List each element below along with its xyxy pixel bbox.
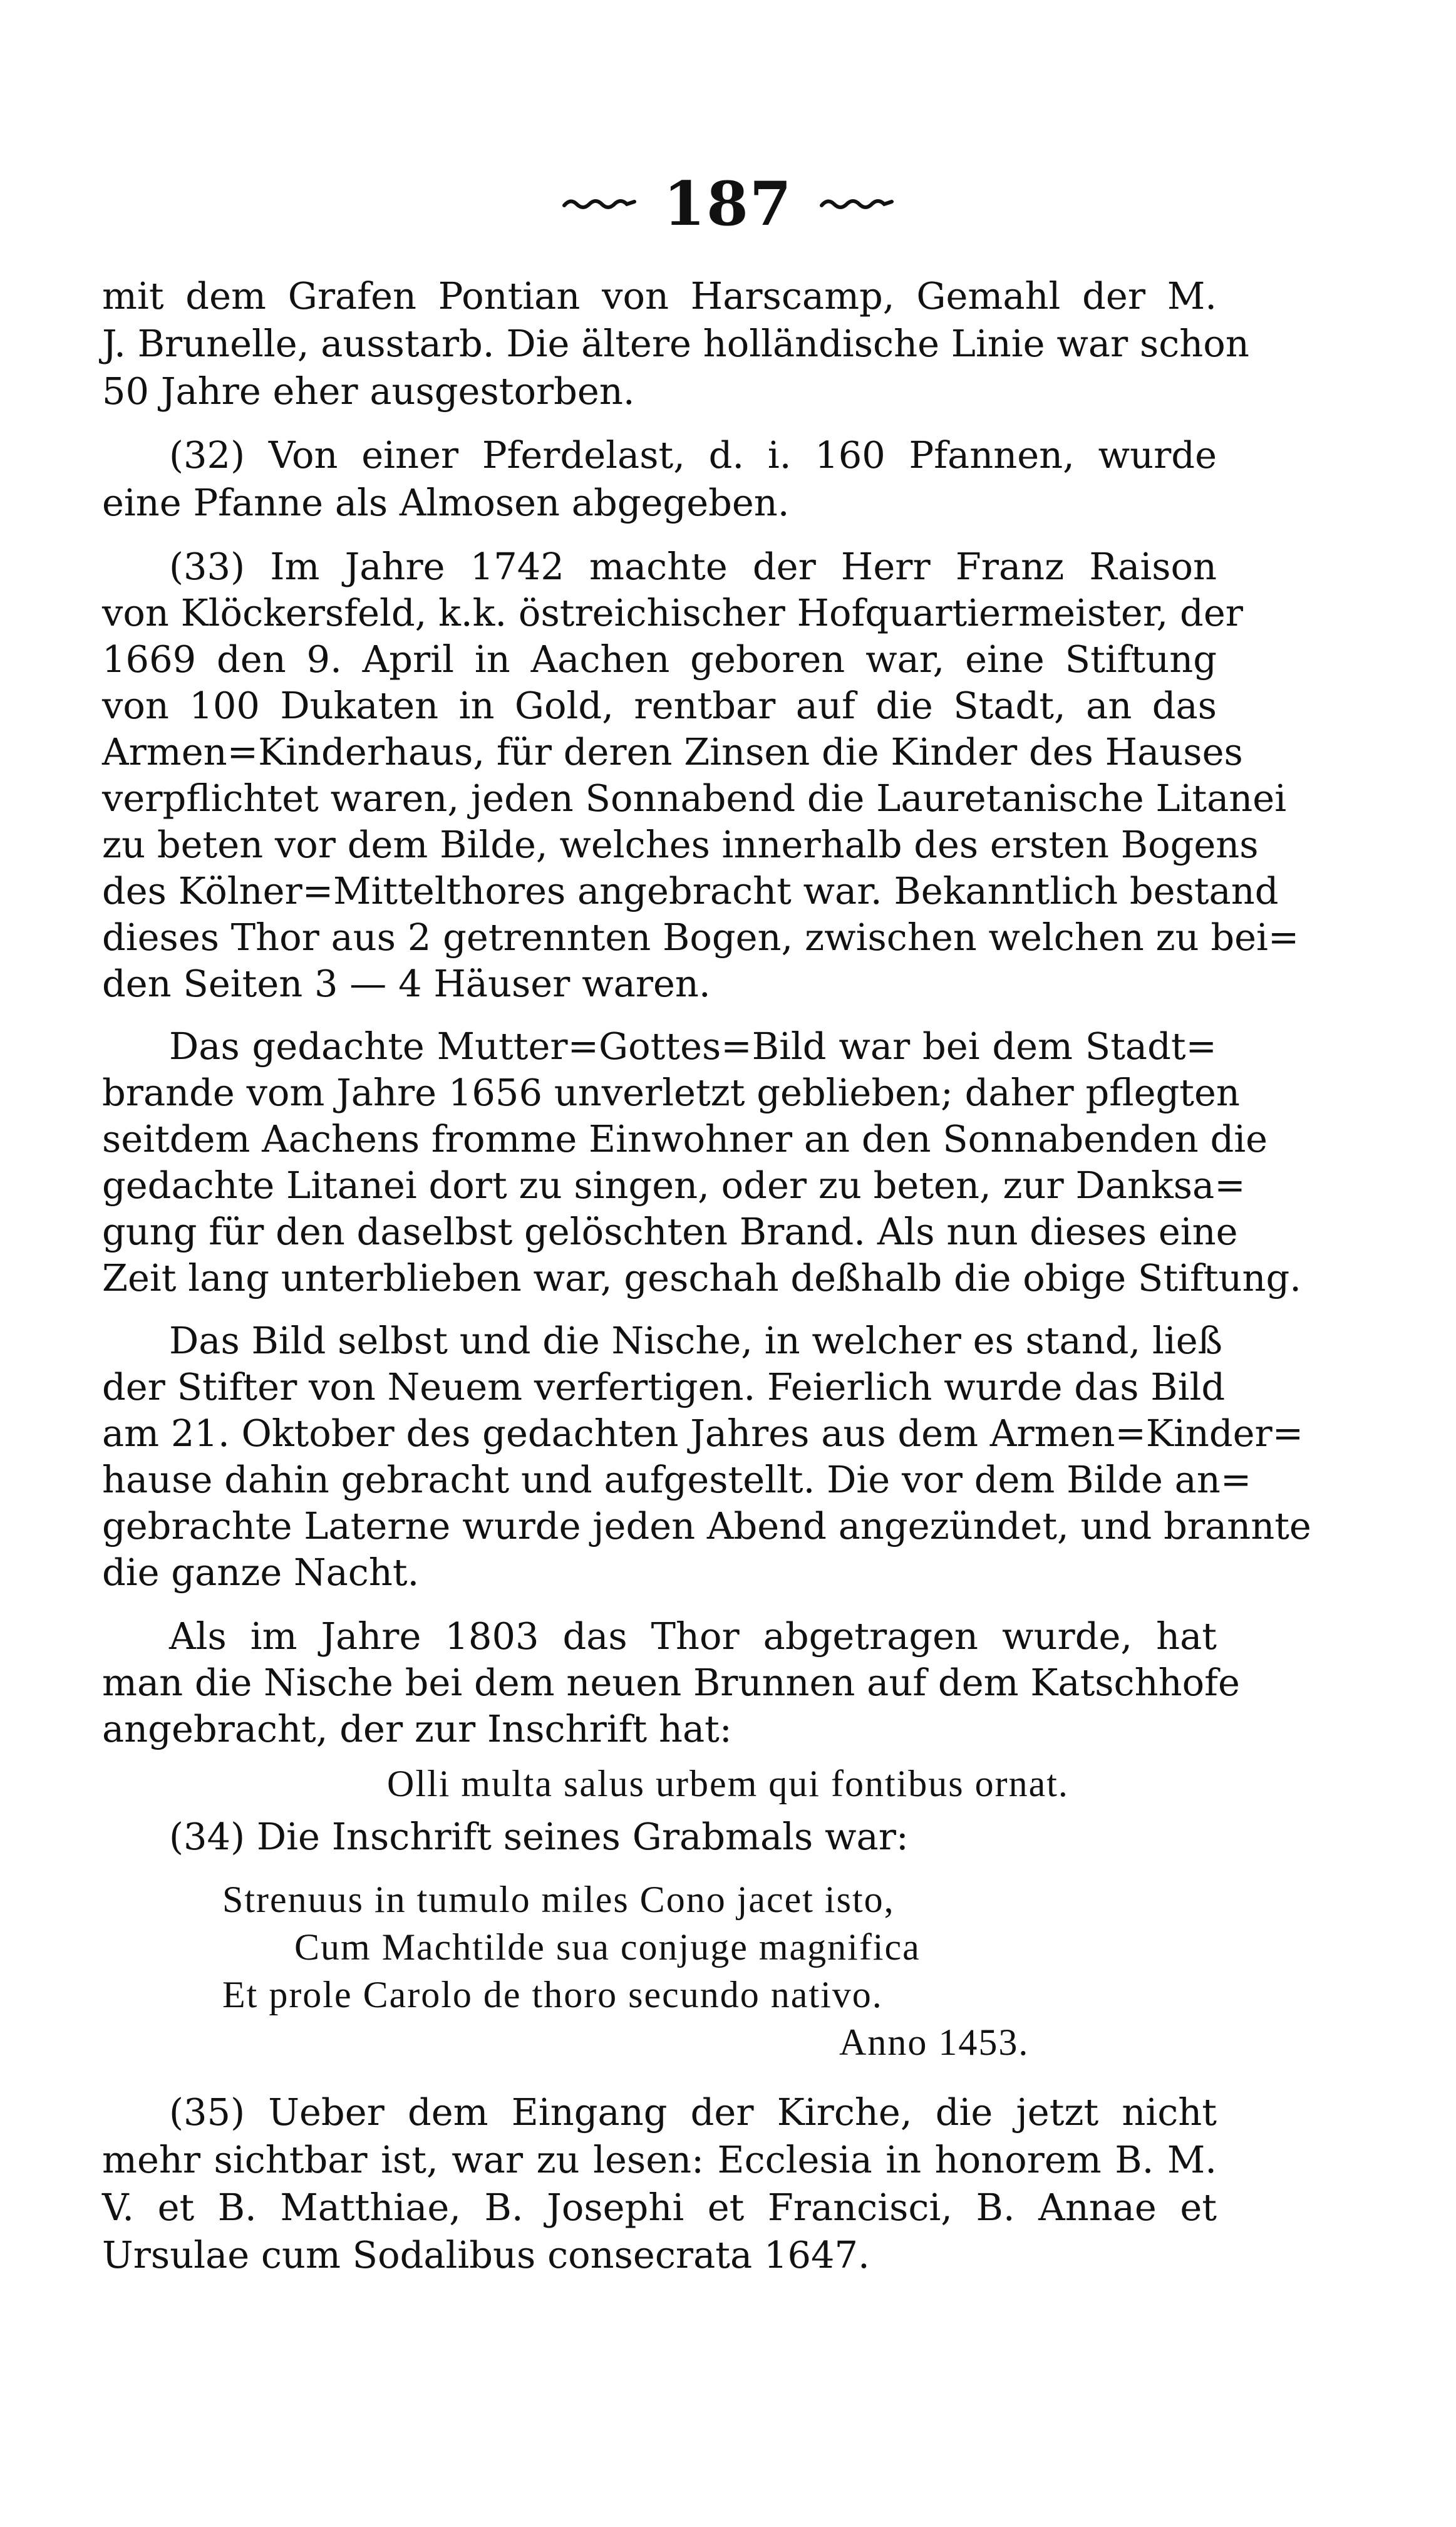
- epitaph-verse: Cum Machtilde sua conjuge magnifica: [294, 1926, 921, 1968]
- note-35-line: mehr sichtbar ist, war zu lesen: Ecclesia in honorem B. M.: [102, 2138, 1217, 2181]
- note-35-line: (35) Ueber dem Eingang der Kirche, die jetzt nicht: [169, 2090, 1217, 2134]
- paragraph-line: die ganze Nacht.: [102, 1551, 420, 1594]
- paragraph-line: man die Nische bei dem neuen Brunnen auf dem Katschhofe: [102, 1661, 1240, 1704]
- paragraph-line: seitdem Aachens fromme Einwohner an den Sonnabenden die: [102, 1117, 1268, 1160]
- ornament-left-icon: [562, 195, 637, 212]
- note-34-line: (34) Die Inschrift seines Grabmals war:: [169, 1815, 909, 1858]
- note-33-line: verpflichtet waren, jeden Sonnabend die Lauretanische Litanei: [102, 777, 1287, 820]
- paragraph-line: hause dahin gebracht und aufgestellt. Die vor dem Bilde an=: [102, 1458, 1252, 1501]
- epitaph-date: Anno 1453.: [839, 2022, 1030, 2063]
- ornament-right-icon: [819, 195, 894, 212]
- note-33-line: Armen=Kinderhaus, für deren Zinsen die Kinder des Hauses: [102, 730, 1243, 773]
- note-33-line: den Seiten 3 — 4 Häuser waren.: [102, 962, 711, 1005]
- page-header: [0, 169, 1456, 238]
- paragraph-line: brande vom Jahre 1656 unverletzt geblieben; daher pflegten: [102, 1071, 1240, 1114]
- paragraph-line: Das Bild selbst und die Nische, in welcher es stand, ließ: [169, 1319, 1223, 1362]
- note-33-line: des Kölner=Mittelthores angebracht war. Bekanntlich bestand: [102, 869, 1279, 912]
- paragraph-line: Zeit lang unterblieben war, geschah deßhalb die obige Stiftung.: [102, 1256, 1301, 1300]
- paragraph-line: am 21. Oktober des gedachten Jahres aus dem Armen=Kinder=: [102, 1412, 1304, 1455]
- text-line: 50 Jahre eher ausgestorben.: [102, 369, 635, 413]
- note-33-line: 1669 den 9. April in Aachen geboren war, eine Stiftung: [102, 638, 1217, 681]
- note-35-line: Ursulae cum Sodalibus consecrata 1647.: [102, 2233, 870, 2276]
- note-33-line: zu beten vor dem Bilde, welches innerhalb des ersten Bogens: [102, 823, 1259, 866]
- paragraph-line: angebracht, der zur Inschrift hat:: [102, 1707, 732, 1750]
- epitaph-verse: Et prole Carolo de thoro secundo nativo.: [222, 1974, 883, 2015]
- text-line: mit dem Grafen Pontian von Harscamp, Gemahl der M.: [102, 274, 1217, 318]
- note-33-line: von 100 Dukaten in Gold, rentbar auf die Stadt, an das: [102, 684, 1217, 727]
- paragraph-line: gung für den daselbst gelöschten Brand. Als nun dieses eine: [102, 1210, 1238, 1253]
- paragraph-line: Das gedachte Mutter=Gottes=Bild war bei dem Stadt=: [169, 1025, 1217, 1068]
- paragraph-line: gedachte Litanei dort zu singen, oder zu beten, zur Danksa=: [102, 1164, 1246, 1207]
- note-35-line: V. et B. Matthiae, B. Josephi et Francisci, B. Annae et: [102, 2186, 1217, 2229]
- paragraph-line: gebrachte Laterne wurde jeden Abend angezündet, und brannte: [102, 1504, 1311, 1548]
- paragraph-line: Als im Jahre 1803 das Thor abgetragen wurde, hat: [169, 1615, 1217, 1658]
- paragraph-line: der Stifter von Neuem verfertigen. Feierlich wurde das Bild: [102, 1365, 1226, 1408]
- note-32-line: (32) Von einer Pferdelast, d. i. 160 Pfannen, wurde: [169, 433, 1217, 477]
- text-line: J. Brunelle, ausstarb. Die ältere holländische Linie war schon: [102, 322, 1249, 365]
- note-32-line: eine Pfanne als Almosen abgegeben.: [102, 481, 790, 524]
- note-33-line: (33) Im Jahre 1742 machte der Herr Franz Raison: [169, 545, 1217, 588]
- note-33-line: von Klöckersfeld, k.k. östreichischer Hofquartiermeister, der: [102, 591, 1243, 634]
- page-number: 187: [663, 168, 793, 239]
- latin-inscription: Olli multa salus urbem qui fontibus ornat.: [387, 1763, 1069, 1804]
- epitaph-verse: Strenuus in tumulo miles Cono jacet isto,: [222, 1879, 895, 1920]
- note-33-line: dieses Thor aus 2 getrennten Bogen, zwischen welchen zu bei=: [102, 916, 1299, 959]
